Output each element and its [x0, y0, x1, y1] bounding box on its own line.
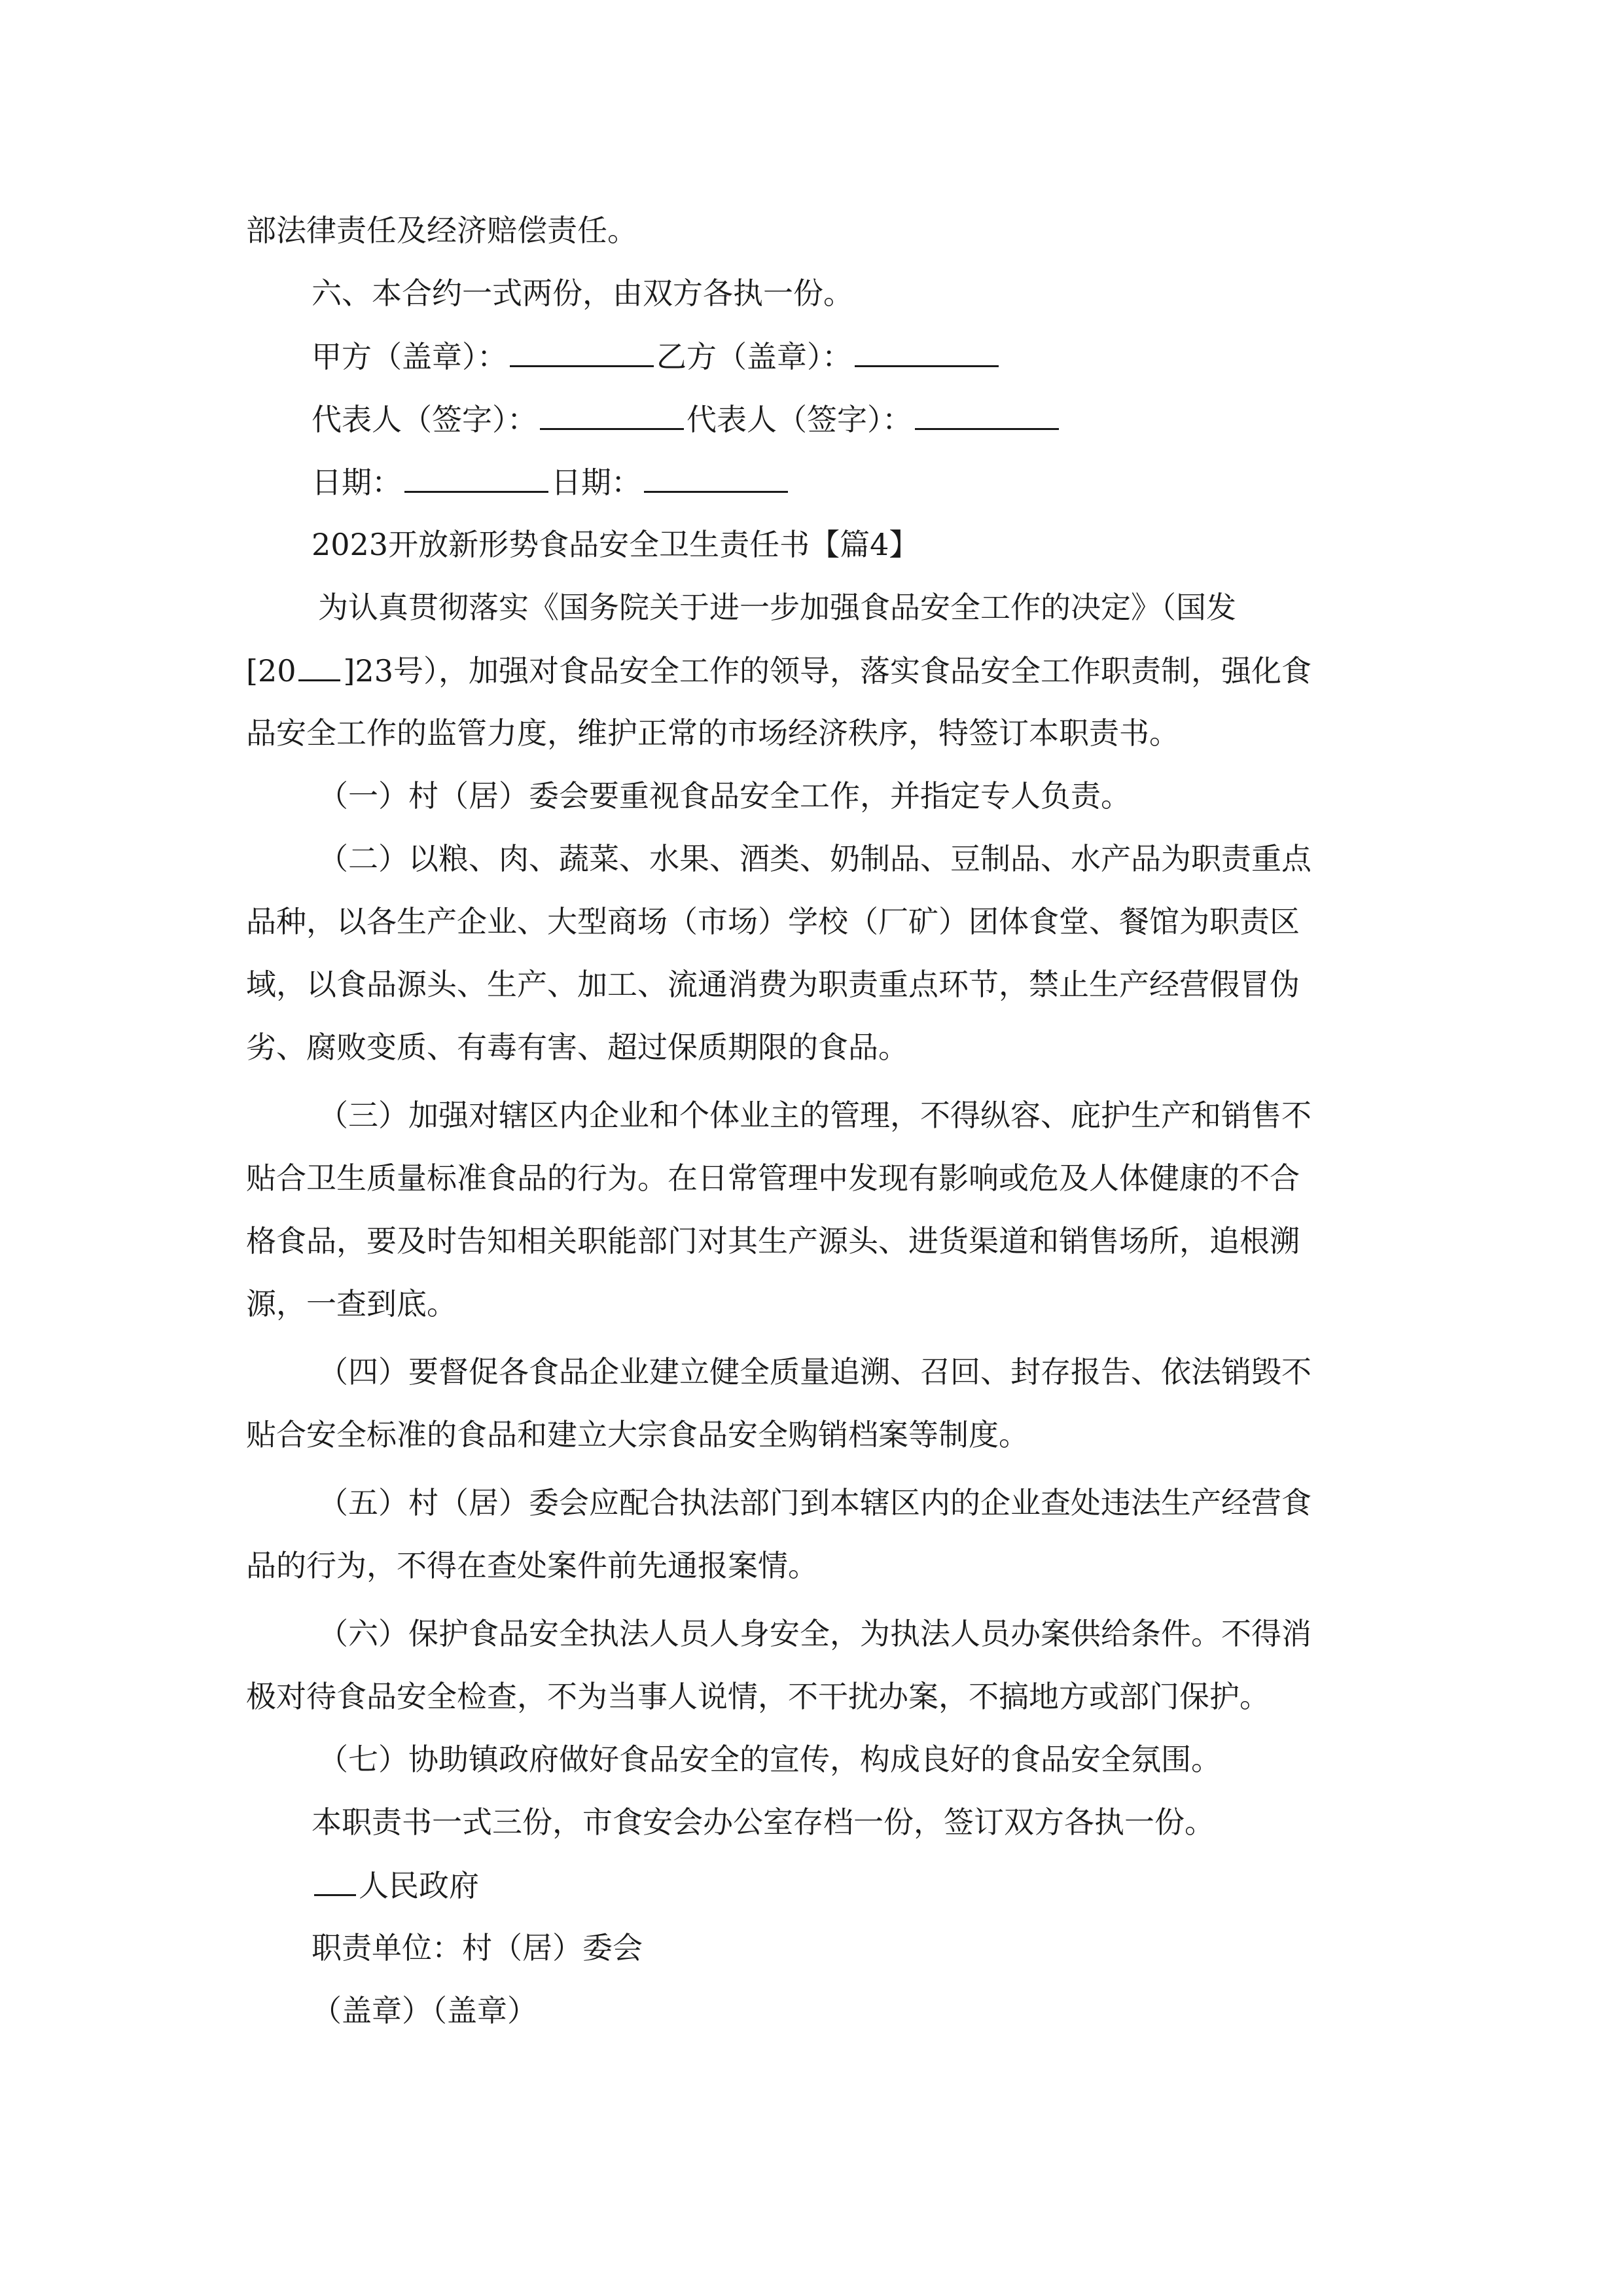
government-name-blank [314, 1865, 356, 1896]
party-a-seal-label: 甲方（盖章）： [312, 339, 507, 374]
unit-line: 职责单位：村（居）委会 [312, 1930, 643, 1965]
paragraph-line: （七）协助镇政府做好食品安全的宣传，构成良好的食品安全氛围。 [318, 1742, 1221, 1777]
paragraph-line: （四）要督促各食品企业建立健全质量追溯、召回、封存报告、依法销毁不 [318, 1354, 1311, 1390]
date-a-label: 日期： [312, 465, 402, 500]
year-prefix: [20 [246, 653, 296, 689]
rep-a-label: 代表人（签字）： [312, 402, 537, 437]
paragraph-line [246, 651, 1378, 690]
date-a-blank [404, 462, 548, 493]
paragraph-line: 品安全工作的监管力度，维护正常的市场经济秩序，特签订本职责书。 [246, 715, 1179, 751]
paragraph-line: 六、本合约一式两份，由双方各执一份。 [312, 276, 853, 311]
paragraph-line: （六）保护食品安全执法人员人身安全，为执法人员办案供给条件。不得消 [318, 1616, 1311, 1651]
paragraph-line: 贴合卫生质量标准食品的行为。在日常管理中发现有影响或危及人体健康的不合 [246, 1160, 1300, 1196]
paragraph-line: 格食品，要及时告知相关职能部门对其生产源头、进货渠道和销售场所，追根溯 [246, 1223, 1300, 1259]
date-b-label: 日期： [551, 465, 641, 500]
government-signature-line [312, 1865, 1378, 1905]
paragraph-line: 源，一查到底。 [246, 1286, 457, 1321]
section-title: 2023开放新形势食品安全卫生责任书【篇4】 [312, 527, 919, 562]
rep-a-blank [540, 399, 684, 430]
paragraph-line: （二）以粮、肉、蔬菜、水果、酒类、奶制品、豆制品、水产品为职责重点 [318, 841, 1311, 876]
party-b-seal-label: 乙方（盖章）： [656, 339, 852, 374]
paragraph-line: 部法律责任及经济赔偿责任。 [246, 213, 637, 248]
paragraph-line: 极对待食品安全检查，不为当事人说情，不干扰办案，不搞地方或部门保护。 [246, 1679, 1270, 1714]
paragraph-line: 品种，以各生产企业、大型商场（市场）学校（厂矿）团体食堂、餐馆为职责区 [246, 904, 1300, 939]
signature-row-seal [312, 336, 1378, 376]
rep-b-blank [915, 399, 1059, 430]
paragraph-line: （三）加强对辖区内企业和个体业主的管理，不得纵容、庇护生产和销售不 [318, 1098, 1311, 1133]
paragraph-line: 为认真贯彻落实《国务院关于进一步加强食品安全工作的决定》（国发 [318, 590, 1236, 625]
government-label: 人民政府 [359, 1868, 479, 1903]
year-blank [298, 651, 340, 681]
paragraph-line: （五）村（居）委会应配合执法部门到本辖区内的企业查处违法生产经营食 [318, 1485, 1311, 1520]
paragraph-line-text: ]23号），加强对食品安全工作的领导，落实食品安全工作职责制，强化食 [343, 653, 1311, 689]
seal-line: （盖章）（盖章） [312, 1993, 537, 2028]
signature-row-rep [312, 399, 1378, 439]
signature-row-date [312, 462, 1378, 501]
party-a-seal-blank [510, 336, 654, 367]
rep-b-label: 代表人（签字）： [687, 402, 912, 437]
paragraph-line: 劣、腐败变质、有毒有害、超过保质期限的食品。 [246, 1030, 908, 1065]
date-b-blank [644, 462, 788, 493]
paragraph-line: 域，以食品源头、生产、加工、流通消费为职责重点环节，禁止生产经营假冒伪 [246, 967, 1300, 1002]
paragraph-line: 本职责书一式三份，市食安会办公室存档一份，签订双方各执一份。 [312, 1804, 1215, 1840]
party-b-seal-blank [855, 336, 999, 367]
paragraph-line: 贴合安全标准的食品和建立大宗食品安全购销档案等制度。 [246, 1417, 1029, 1452]
paragraph-line: 品的行为，不得在查处案件前先通报案情。 [246, 1548, 818, 1583]
paragraph-line: （一）村（居）委会要重视食品安全工作，并指定专人负责。 [318, 778, 1131, 814]
